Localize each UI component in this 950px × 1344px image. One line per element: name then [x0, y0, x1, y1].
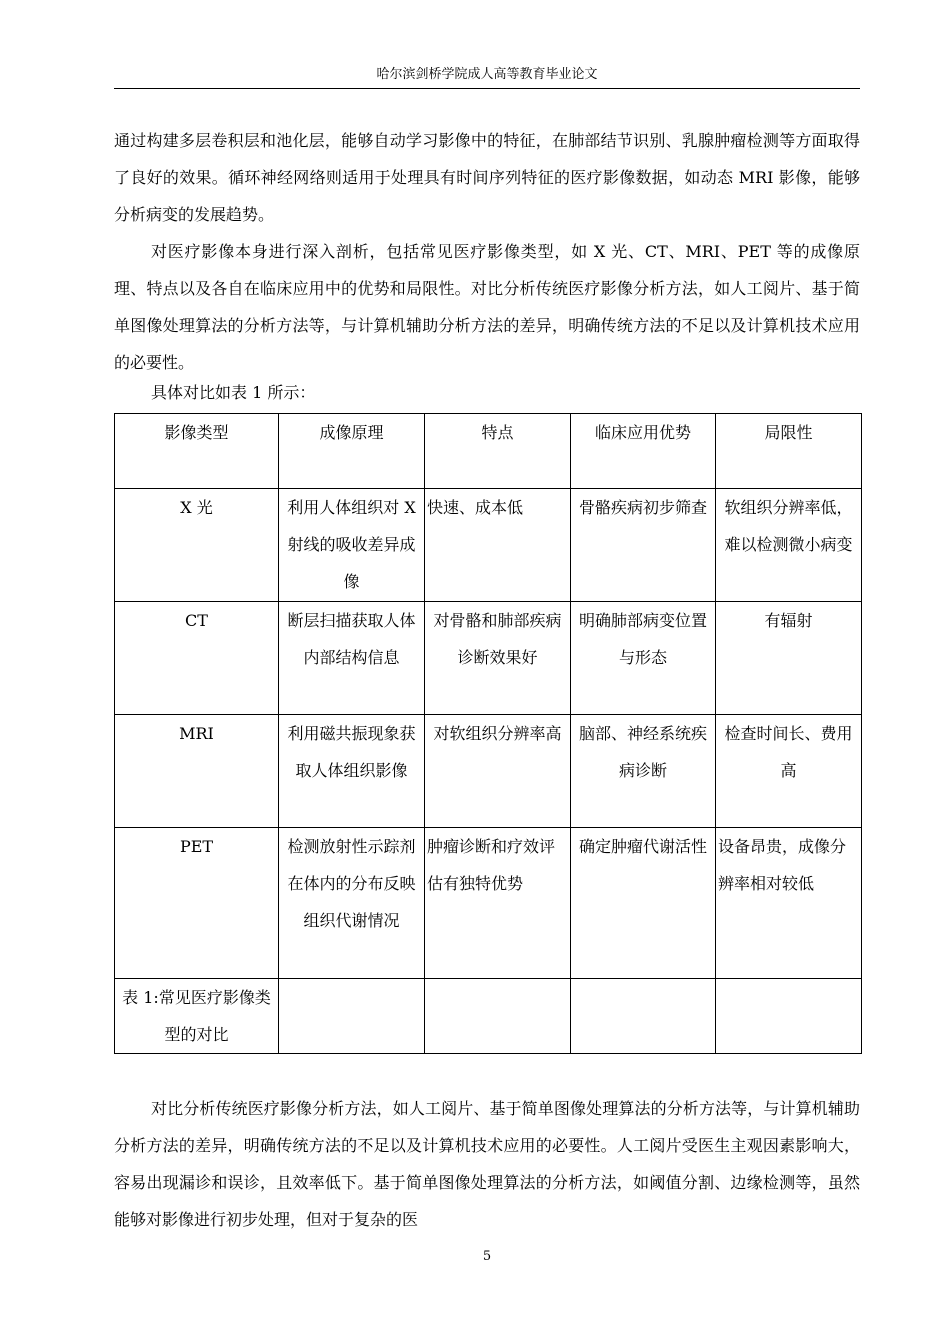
header-cell-limitations: 局限性 [716, 414, 862, 489]
cell-principle: 检测放射性示踪剂在体内的分布反映组织代谢情况 [279, 828, 425, 979]
table-row [115, 715, 862, 828]
cell-limitations: 软组织分辨率低，难以检测微小病变 [716, 489, 862, 602]
cell-advantages: 明确肺部病变位置与形态 [571, 602, 716, 715]
table-row [115, 828, 862, 979]
table-intro: 具体对比如表 1 所示： [151, 383, 316, 402]
page-number: 5 [482, 1249, 492, 1264]
empty-cell [279, 979, 425, 1054]
cell-features: 肿瘤诊断和疗效评估有独特优势 [425, 828, 571, 979]
cell-principle: 断层扫描获取人体内部结构信息 [279, 602, 425, 715]
empty-cell [425, 979, 571, 1054]
cell-type: MRI [115, 715, 279, 828]
cell-features: 快速、成本低 [425, 489, 571, 602]
table-row [115, 602, 862, 715]
cell-features: 对软组织分辨率高 [425, 715, 571, 828]
cell-principle: 利用人体组织对 X 射线的吸收差异成像 [279, 489, 425, 602]
header-rule [114, 88, 860, 89]
table-row [115, 489, 862, 602]
header-cell-principle: 成像原理 [279, 414, 425, 489]
empty-cell [716, 979, 862, 1054]
table-header-row [115, 414, 862, 489]
table-caption: 表 1:常见医疗影像类型的对比 [115, 979, 279, 1054]
cell-advantages: 脑部、神经系统疾病诊断 [571, 715, 716, 828]
imaging-comparison-table [114, 413, 862, 1054]
header-cell-type: 影像类型 [115, 414, 279, 489]
cell-features: 对骨骼和肺部疾病诊断效果好 [425, 602, 571, 715]
cell-type: CT [115, 602, 279, 715]
cell-advantages: 骨骼疾病初步筛查 [571, 489, 716, 602]
table-caption-row [115, 979, 862, 1054]
paragraph-imaging-analysis: 对医疗影像本身进行深入剖析，包括常见医疗影像类型，如 X 光、CT、MRI、PET 等的成像原理、特点以及各自在临床应用中的优势和局限性。对比分析传统医疗影像分析方法，如人工阅片、基于简单图像处理算法的分析方法等，与计算机辅助分析方法的差异，明确传统方法的不足以及计算机技术应用的必要性。 [114, 242, 860, 372]
cell-limitations: 检查时间长、费用高 [716, 715, 862, 828]
cell-limitations: 设备昂贵，成像分辨率相对较低 [716, 828, 862, 979]
header-cell-features: 特点 [425, 414, 571, 489]
cell-type: PET [115, 828, 279, 979]
paragraph-traditional-methods: 对比分析传统医疗影像分析方法，如人工阅片、基于简单图像处理算法的分析方法等，与计算机辅助分析方法的差异，明确传统方法的不足以及计算机技术应用的必要性。人工阅片受医生主观因素影响大，容易出现漏诊和误诊，且效率低下。基于简单图像处理算法的分析方法，如阈值分割、边缘检测等，虽然能够对影像进行初步处理，但对于复杂的医 [114, 1099, 860, 1229]
paragraph-cnn-rnn: 通过构建多层卷积层和池化层，能够自动学习影像中的特征，在肺部结节识别、乳腺肿瘤检测等方面取得了良好的效果。循环神经网络则适用于处理具有时间序列特征的医疗影像数据，如动态 MRI 影像，能够分析病变的发展趋势。 [114, 131, 860, 224]
running-header: 哈尔滨剑桥学院成人高等教育毕业论文 [376, 67, 598, 82]
cell-limitations: 有辐射 [716, 602, 862, 715]
cell-advantages: 确定肿瘤代谢活性 [571, 828, 716, 979]
empty-cell [571, 979, 716, 1054]
cell-principle: 利用磁共振现象获取人体组织影像 [279, 715, 425, 828]
header-cell-advantages: 临床应用优势 [571, 414, 716, 489]
cell-type: X 光 [115, 489, 279, 602]
